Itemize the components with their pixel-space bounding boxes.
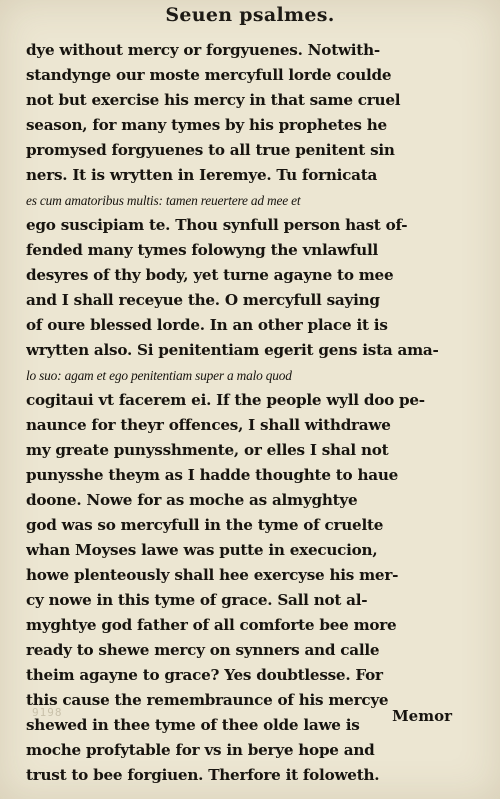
catchword: Memor — [392, 707, 452, 725]
text-line: es cum amatoribus multis: tamen reuertere ad mee et — [26, 193, 301, 208]
text-line: desyres of thy body, yet turne agayne to mee — [26, 266, 394, 284]
text-line: shewed in thee tyme of thee olde lawe is — [26, 716, 360, 734]
text-line: ners. It is wrytten in Ieremye. Tu fornicata — [26, 166, 378, 184]
text-line: and I shall receyue the. O mercyfull saying — [26, 291, 380, 309]
text-line: whan Moyses lawe was putte in execucion, — [26, 541, 378, 559]
text-line: fended many tymes folowyng the vnlawfull — [26, 241, 378, 259]
text-line: god was so mercyfull in the tyme of cruelte — [26, 516, 384, 534]
text-line: standynge our moste mercyfull lorde coulde — [26, 66, 392, 84]
text-line: this cause the remembraunce of his mercye — [26, 691, 389, 709]
text-line: cogitaui vt facerem ei. If the people wyll doo pe- — [26, 391, 425, 409]
text-line: not but exercise his mercy in that same cruel — [26, 91, 401, 109]
library-stamp: 9198 — [32, 706, 63, 719]
text-line: wrytten also. Si penitentiam egerit gens ista ama- — [26, 341, 439, 359]
text-line: naunce for theyr offences, I shall withdrawe — [26, 416, 391, 434]
text-line: doone. Nowe for as moche as almyghtye — [26, 491, 358, 509]
text-line: my greate punysshmente, or elles I shal not — [26, 441, 389, 459]
text-line: punysshe theym as I hadde thoughte to haue — [26, 466, 399, 484]
text-line: trust to bee forgiuen. Therfore it foloweth. — [26, 766, 380, 784]
text-line: promysed forgyuenes to all true penitent sin — [26, 141, 395, 159]
text-line: theim agayne to grace? Yes doubtlesse. For — [26, 666, 383, 684]
text-line: myghtye god father of all comforte bee more — [26, 616, 397, 634]
text-line: lo suo: agam et ego penitentiam super a malo quod — [26, 368, 292, 383]
text-line: moche profytable for vs in berye hope and — [26, 741, 375, 759]
text-line: season, for many tymes by his prophetes he — [26, 116, 387, 134]
running-head: Seuen psalmes. — [165, 4, 335, 26]
text-line: cy nowe in this tyme of grace. Sall not al- — [26, 591, 368, 609]
text-line: dye without mercy or forgyuenes. Notwith- — [26, 41, 380, 59]
text-line: ready to shewe mercy on synners and calle — [26, 641, 380, 659]
text-block — [26, 38, 496, 788]
text-line: ego suscipiam te. Thou synfull person hast of- — [26, 216, 408, 234]
text-line: of oure blessed lorde. In an other place it is — [26, 316, 388, 334]
text-line: howe plenteously shall hee exercyse his mer- — [26, 566, 399, 584]
